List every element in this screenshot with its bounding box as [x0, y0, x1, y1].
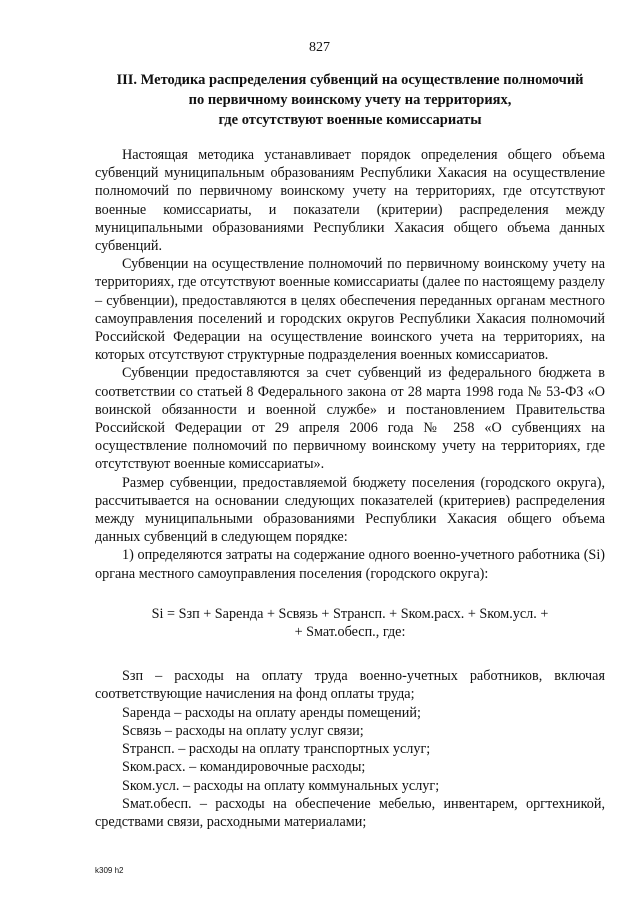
paragraph: Субвенции на осуществление полномочий по первичному воинскому учету на территориях, где отсутствуют военные комиссариаты (далее по настоящему разделу – субвенции), предоставляются в целях обеспечения переданных органам местного самоуправления поселений и городских округов Республики Хакасия полномочий Российской Федерации на осуществление воинского учета на территориях, на которых отсутствуют структурные подразделения военных комиссариатов. — [95, 256, 605, 364]
formula-line: + Sмат.обесп., где: — [294, 624, 406, 641]
paragraph: 1) определяются затраты на содержание одного военно-учетного работника (Si) органа местного самоуправления поселения (городского округа): — [95, 547, 605, 582]
definition-item: Sмат.обесп. – расходы на обеспечение мебелью, инвентарем, оргтехникой, средствами связи, расходными материалами; — [95, 795, 605, 830]
title-line: где отсутствуют военные комиссариаты — [218, 112, 482, 128]
document-body — [95, 146, 605, 831]
definition-item: Sзп – расходы на оплату труда военно-учетных работников, включая соответствующие начисления на фонд оплаты труда; — [95, 668, 605, 703]
definition-item: Sтрансп. – расходы на оплату транспортных услуг; — [122, 741, 431, 758]
definition-item: Sком.усл. – расходы на оплату коммунальных услуг; — [122, 777, 440, 794]
section-title — [95, 70, 605, 130]
formula — [95, 605, 605, 641]
paragraph: Размер субвенции, предоставляемой бюджету поселения (городского округа), рассчитывается на основании следующих показателей (критериев) распределения между муниципальными образованиями Республики Хакасия общего объема данных субвенций в следующем порядке: — [95, 474, 605, 546]
definition-item: Sаренда – расходы на оплату аренды помещений; — [122, 704, 421, 721]
title-line: по первичному воинскому учету на территориях, — [188, 92, 512, 108]
definition-item: Sком.расх. – командировочные расходы; — [122, 759, 366, 776]
paragraph: Субвенции предоставляются за счет субвенций из федерального бюджета в соответствии со статьей 8 Федерального закона от 28 марта 1998 года № 53-ФЗ «О воинской обязанности и военной службе» и постановлением Правительства Российской Федерации от 29 апреля 2006 года № 258 «О субвенциях на осуществление полномочий по первичному воинскому учету на территориях, где отсутствуют военные комиссариаты». — [95, 365, 605, 473]
page-number: 827 — [309, 40, 330, 55]
footer-code: k309 h2 — [95, 866, 124, 875]
definition-item: Sсвязь – расходы на оплату услуг связи; — [122, 722, 364, 739]
formula-line: Si = Sзп + Sаренда + Sсвязь + Sтрансп. + Sком.расх. + Sком.усл. + — [151, 605, 549, 622]
title-line: III. Методика распределения субвенций на осуществление полномочий — [116, 72, 584, 88]
paragraph: Настоящая методика устанавливает порядок определения общего объема субвенций муниципальным образованиям Республики Хакасия на осуществление полномочий по первичному воинскому учету на территориях, где отсутствуют военные комиссариаты, и показатели (критерии) распределения между муниципальными образованиями Республики Хакасия общего объема данных субвенций. — [95, 147, 605, 255]
